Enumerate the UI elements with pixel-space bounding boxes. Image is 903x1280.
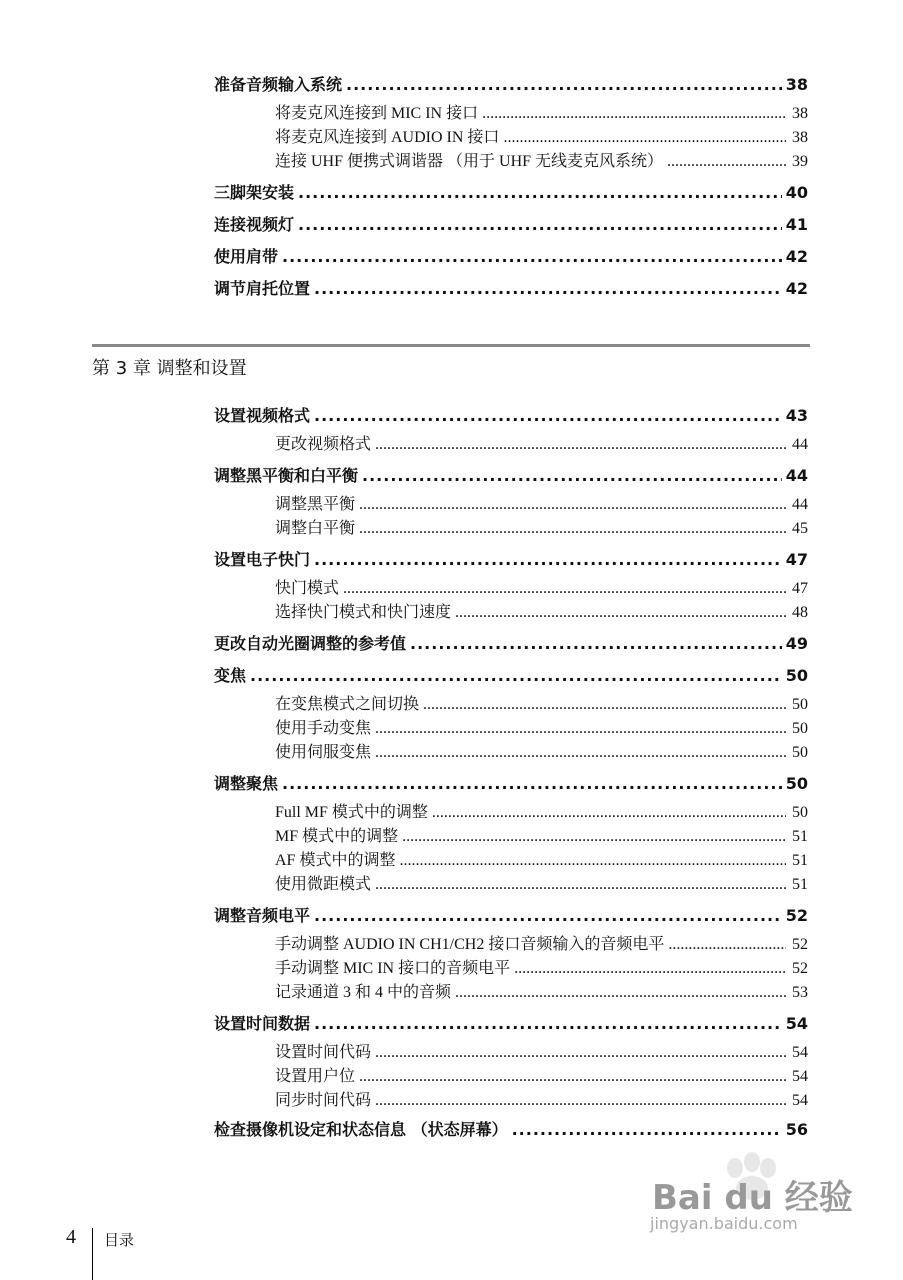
toc-entry-title: 调整黑平衡和白平衡 — [214, 466, 359, 485]
toc-entry-page: 38 — [792, 105, 808, 122]
toc-entry-sub — [275, 715, 808, 738]
toc-entry-title: 使用微距模式 — [275, 876, 372, 893]
toc-entry-title: 手动调整 AUDIO IN CH1/CH2 接口音频输入的音频电平 — [275, 936, 665, 953]
toc-entry-title: 检查摄像机设定和状态信息 （状态屏幕） — [214, 1120, 508, 1139]
toc-entry-page: 50 — [792, 720, 808, 737]
toc-entry-main — [214, 1011, 808, 1034]
toc-entry-title: 在变焦模式之间切换 — [275, 696, 420, 713]
toc-entry-page: 50 — [792, 696, 808, 713]
toc-entry-sub — [275, 100, 808, 123]
toc-entry-title: 快门模式 — [275, 580, 340, 597]
dot-leader — [503, 129, 786, 147]
toc-entry-title: 记录通道 3 和 4 中的音频 — [275, 984, 452, 1001]
dot-leader — [375, 1044, 786, 1062]
toc-entry-page: 44 — [792, 496, 808, 513]
dot-leader — [482, 105, 786, 123]
dot-leader — [282, 774, 782, 793]
toc-entry-page: 44 — [792, 436, 808, 453]
toc-entry-title: Full MF 模式中的调整 — [275, 804, 428, 821]
toc-entry-page: 42 — [785, 279, 808, 298]
toc-entry-title: 调整黑平衡 — [275, 496, 356, 513]
toc-entry-sub — [275, 148, 808, 171]
toc-entry-sub — [275, 1087, 808, 1110]
toc-entry-title: 调整音频电平 — [214, 906, 311, 925]
dot-leader — [375, 436, 786, 454]
toc-entry-page: 47 — [785, 550, 808, 569]
dot-leader — [455, 604, 786, 622]
dot-leader — [410, 634, 782, 653]
toc-entry-page: 43 — [785, 406, 808, 425]
toc-entry-page: 50 — [792, 804, 808, 821]
toc-entry-sub — [275, 1063, 808, 1086]
dot-leader — [362, 466, 782, 485]
toc-entry-main — [214, 903, 808, 926]
dot-leader — [298, 215, 782, 234]
dot-leader — [314, 906, 782, 925]
toc-entry-title: 设置用户位 — [275, 1068, 356, 1085]
toc-entry-main — [214, 631, 808, 654]
dot-leader — [282, 247, 782, 266]
toc-entry-page: 52 — [792, 936, 808, 953]
toc-entry-sub — [275, 871, 808, 894]
toc-entry-page: 49 — [785, 634, 808, 653]
toc-entry-page: 41 — [785, 215, 808, 234]
toc-entry-title: 准备音频输入系统 — [214, 75, 343, 94]
toc-entry-main — [214, 663, 808, 686]
toc-entry-sub — [275, 431, 808, 454]
dot-leader — [667, 153, 786, 171]
toc-entry-title: 设置视频格式 — [214, 406, 311, 425]
toc-entry-sub — [275, 691, 808, 714]
dot-leader — [375, 876, 786, 894]
toc-entry-title: 将麦克风连接到 AUDIO IN 接口 — [275, 129, 500, 146]
toc-entry-page: 38 — [785, 75, 808, 94]
toc-entry-title: 连接 UHF 便携式调谐器 （用于 UHF 无线麦克风系统） — [275, 153, 664, 170]
toc-entry-page: 50 — [785, 666, 808, 685]
toc-entry-page: 38 — [792, 129, 808, 146]
dot-leader — [375, 720, 786, 738]
toc-entry-title: 设置时间代码 — [275, 1044, 372, 1061]
toc-entry-sub — [275, 931, 808, 954]
toc-entry-title: 更改自动光圈调整的参考值 — [214, 634, 407, 653]
toc-entry-page: 54 — [785, 1014, 808, 1033]
toc-entry-title: 同步时间代码 — [275, 1092, 372, 1109]
toc-entry-main — [214, 276, 808, 299]
toc-entry-title: 手动调整 MIC IN 接口的音频电平 — [275, 960, 511, 977]
toc-entry-main — [214, 771, 808, 794]
toc-entry-page: 45 — [792, 520, 808, 537]
toc-entry-sub — [275, 823, 808, 846]
dot-leader — [343, 580, 786, 598]
dot-leader — [314, 279, 782, 298]
dot-leader — [314, 1014, 782, 1033]
toc-entry-page: 42 — [785, 247, 808, 266]
toc-entry-sub — [275, 124, 808, 147]
toc-entry-sub — [275, 575, 808, 598]
toc-entry-page: 50 — [792, 744, 808, 761]
page-number: 4 — [66, 1226, 76, 1248]
toc-entry-page: 40 — [785, 183, 808, 202]
dot-leader — [375, 744, 786, 762]
toc-entry-title: 使用伺服变焦 — [275, 744, 372, 761]
toc-entry-title: 更改视频格式 — [275, 436, 372, 453]
toc-entry-title: AF 模式中的调整 — [275, 852, 396, 869]
toc-entry-main — [214, 547, 808, 570]
toc-entry-page: 51 — [792, 852, 808, 869]
toc-entry-title: MF 模式中的调整 — [275, 828, 399, 845]
dot-leader — [298, 183, 782, 202]
dot-leader — [423, 696, 786, 714]
dot-leader — [514, 960, 786, 978]
toc-entry-page: 54 — [792, 1044, 808, 1061]
toc-entry-page: 39 — [792, 153, 808, 170]
toc-entry-title: 调节肩托位置 — [214, 279, 311, 298]
toc-entry-title: 将麦克风连接到 MIC IN 接口 — [275, 105, 479, 122]
toc-entry-sub — [275, 599, 808, 622]
toc-entry-title: 调整聚焦 — [214, 774, 279, 793]
dot-leader — [455, 984, 786, 1002]
toc-entry-main — [214, 72, 808, 95]
toc-entry-sub — [275, 491, 808, 514]
toc-entry-title: 三脚架安装 — [214, 183, 295, 202]
watermark-url: jingyan.baidu.com — [650, 1214, 798, 1233]
toc-entry-page: 48 — [792, 604, 808, 621]
toc-entry-main — [214, 403, 808, 426]
toc-entry-title: 使用肩带 — [214, 247, 279, 266]
chapter-title: 第 3 章 调整和设置 — [92, 358, 247, 379]
toc-entry-sub — [275, 515, 808, 538]
toc-entry-sub — [275, 979, 808, 1002]
toc-entry-page: 50 — [785, 774, 808, 793]
toc-entry-sub — [275, 799, 808, 822]
toc-entry-page: 51 — [792, 876, 808, 893]
toc-entry-title: 选择快门模式和快门速度 — [275, 604, 452, 621]
dot-leader — [375, 1092, 786, 1110]
dot-leader — [314, 406, 782, 425]
toc-entry-title: 变焦 — [214, 666, 247, 685]
dot-leader — [359, 1068, 786, 1086]
toc-entry-page: 51 — [792, 828, 808, 845]
dot-leader — [432, 804, 786, 822]
toc-entry-title: 设置电子快门 — [214, 550, 311, 569]
toc-entry-main — [214, 180, 808, 203]
dot-leader — [346, 75, 782, 94]
dot-leader — [314, 550, 782, 569]
chapter-divider — [92, 344, 810, 347]
toc-entry-sub — [275, 1039, 808, 1062]
toc-entry-main — [214, 212, 808, 235]
toc-entry-page: 54 — [792, 1092, 808, 1109]
dot-leader — [668, 936, 786, 954]
toc-entry-title: 使用手动变焦 — [275, 720, 372, 737]
footer-divider — [92, 1228, 93, 1280]
dot-leader — [399, 852, 786, 870]
toc-entry-title: 连接视频灯 — [214, 215, 295, 234]
toc-entry-main — [214, 463, 808, 486]
footer-label: 目录 — [104, 1231, 135, 1249]
toc-entry-page: 52 — [785, 906, 808, 925]
toc-entry-sub — [275, 955, 808, 978]
toc-entry-title: 调整白平衡 — [275, 520, 356, 537]
toc-entry-sub — [275, 847, 808, 870]
toc-entry-main — [214, 244, 808, 267]
dot-leader — [402, 828, 786, 846]
toc-entry-page: 53 — [792, 984, 808, 1001]
dot-leader — [512, 1120, 782, 1139]
toc-entry-page: 47 — [792, 580, 808, 597]
dot-leader — [250, 666, 782, 685]
toc-entry-page: 44 — [785, 466, 808, 485]
dot-leader — [359, 496, 786, 514]
toc-entry-main — [214, 1117, 808, 1140]
watermark-brand: Bai du 经验 — [652, 1178, 853, 1218]
toc-entry-page: 52 — [792, 960, 808, 977]
toc-entry-page: 54 — [792, 1068, 808, 1085]
dot-leader — [359, 520, 786, 538]
toc-entry-sub — [275, 739, 808, 762]
toc-entry-title: 设置时间数据 — [214, 1014, 311, 1033]
toc-entry-page: 56 — [785, 1120, 808, 1139]
